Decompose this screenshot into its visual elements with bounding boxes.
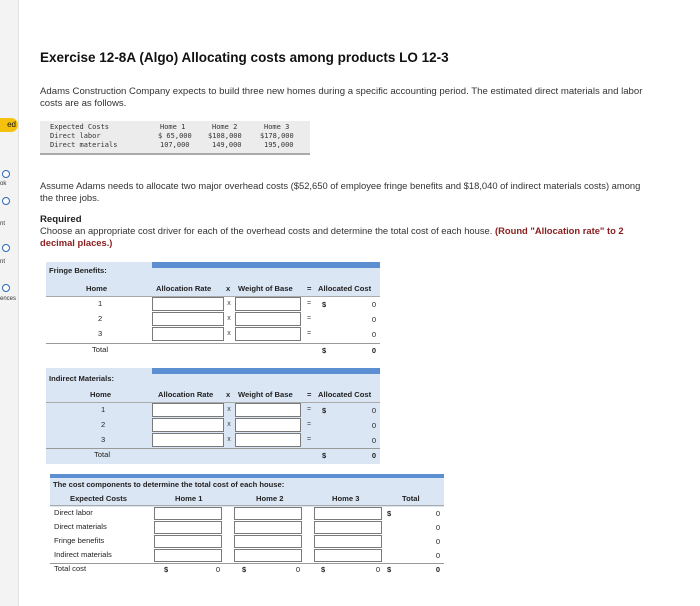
header-band [152,262,380,268]
total-cost-label: Total cost [54,564,87,573]
allocated-cost-value: 0 [371,300,376,309]
equals-symbol: = [307,284,312,293]
column-header-weight-of-base: Weight of Base [238,284,293,293]
table-cell: Direct materials [50,141,118,149]
equals-symbol: = [306,421,312,428]
weight-of-base-input[interactable] [235,433,301,447]
equals-symbol: = [306,406,312,413]
indirect-materials-table [46,368,380,464]
nav-icon[interactable] [2,284,10,292]
equals-symbol: = [306,330,312,337]
required-text [40,225,640,249]
divider [50,563,444,564]
allocation-rate-input[interactable] [152,433,224,447]
times-symbol: x [227,315,231,322]
table-cell: $178,000 [260,132,294,140]
home-1-cost-input[interactable] [154,549,222,562]
equals-symbol: = [306,436,312,443]
currency-symbol: $ [321,565,326,574]
table-cell: Home 2 [212,123,238,131]
equals-symbol: = [306,315,312,322]
home-total-value: 0 [295,565,300,574]
home-label: 1 [98,299,103,308]
times-symbol: x [226,390,231,399]
allocated-cost-value: 0 [371,330,376,339]
header-band [50,474,444,478]
times-symbol: x [227,330,231,337]
allocated-cost-value: 0 [371,436,376,445]
currency-symbol: $ [387,509,392,518]
table-cell: 149,000 [212,141,242,149]
home-total-value: 0 [375,565,380,574]
table-cell: Home 3 [264,123,290,131]
required-instruction: Choose an appropriate cost driver for each of the overhead costs and determine the total cost of each house. [40,225,493,236]
home-3-cost-input[interactable] [314,549,382,562]
column-header-allocated-cost: Allocated Cost [318,390,372,399]
sidebar-badge[interactable]: ed [0,118,18,132]
total-label: Total [92,345,109,354]
currency-symbol: $ [322,346,327,355]
table-title: Indirect Materials: [49,374,114,383]
times-symbol: x [227,300,231,307]
total-cost-summary-table [50,474,444,578]
header-band [152,368,380,374]
table-row [40,141,310,150]
divider [46,343,380,344]
allocation-rate-input[interactable] [152,312,224,326]
row-total-value: 0 [435,551,440,560]
table-cell: Direct labor [50,132,101,140]
allocation-rate-input[interactable] [152,297,224,311]
currency-symbol: $ [322,300,327,309]
divider [46,448,380,449]
sidebar-label[interactable]: nt [0,259,6,265]
total-label: Total [94,450,111,459]
currency-symbol: $ [242,565,247,574]
home-2-cost-input[interactable] [234,535,302,548]
currency-symbol: $ [322,451,327,460]
home-label: 1 [101,405,106,414]
grand-total-value: 0 [435,565,440,574]
allocated-cost-value: 0 [371,315,376,324]
home-3-cost-input[interactable] [314,521,382,534]
required-heading: Required [40,214,82,225]
row-total-value: 0 [435,537,440,546]
column-header-home: Home [86,284,108,293]
sidebar-label[interactable]: nt [0,221,6,227]
allocation-rate-input[interactable] [152,403,224,417]
table-row [40,123,310,132]
table-cell: Home 1 [160,123,186,131]
home-3-cost-input[interactable] [314,535,382,548]
column-header: Home 2 [256,494,284,503]
allocated-cost-total: 0 [371,451,376,460]
table-row [40,132,310,141]
column-header-home: Home [90,390,112,399]
allocated-cost-value: 0 [371,421,376,430]
nav-icon[interactable] [2,170,10,178]
column-header: Total [402,494,420,503]
times-symbol: x [227,406,231,413]
equals-symbol: = [307,390,312,399]
currency-symbol: $ [387,565,392,574]
table-cell: $108,000 [208,132,242,140]
column-header: Home 3 [332,494,360,503]
home-1-cost-input[interactable] [154,535,222,548]
currency-symbol: $ [164,565,169,574]
allocation-rate-input[interactable] [152,327,224,341]
column-header-allocation-rate: Allocation Rate [158,390,214,399]
home-3-cost-input[interactable] [314,507,382,520]
expected-costs-table [40,121,310,155]
divider [50,505,444,506]
times-symbol: x [227,436,231,443]
intro-text: Adams Construction Company expects to build three new homes during a specific accounting period. The estimated direct materials and labor costs are as follows. [40,86,643,109]
equals-symbol: = [306,300,312,307]
times-symbol: x [227,421,231,428]
row-label: Direct labor [54,508,93,517]
home-1-cost-input[interactable] [154,521,222,534]
column-header-weight-of-base: Weight of Base [238,390,293,399]
home-2-cost-input[interactable] [234,521,302,534]
home-2-cost-input[interactable] [234,507,302,520]
assumption-text: Assume Adams needs to allocate two major overhead costs ($52,650 of employee fringe benefits and $18,040 of indirect materials costs) among the three jobs. [40,180,641,203]
row-total-value: 0 [435,509,440,518]
weight-of-base-input[interactable] [235,297,301,311]
column-header-allocated-cost: Allocated Cost [318,284,372,293]
currency-symbol: $ [322,406,327,415]
table-cell: Expected Costs [50,123,110,131]
home-total-value: 0 [215,565,220,574]
nav-icon[interactable] [2,244,10,252]
allocated-cost-value: 0 [371,406,376,415]
weight-of-base-input[interactable] [235,327,301,341]
exercise-title: Exercise 12-8A (Algo) Allocating costs among products LO 12-3 [40,50,449,65]
table-title: The cost components to determine the total cost of each house: [53,480,285,489]
row-label: Fringe benefits [54,536,105,545]
home-label: 3 [101,435,106,444]
column-header-allocation-rate: Allocation Rate [156,284,212,293]
left-sidebar [0,0,19,606]
home-label: 2 [101,420,106,429]
weight-of-base-input[interactable] [235,418,301,432]
row-total-value: 0 [435,523,440,532]
sidebar-label[interactable]: ences [0,296,17,302]
row-label: Indirect materials [54,550,112,559]
allocated-cost-total: 0 [371,346,376,355]
home-label: 3 [98,329,103,338]
home-1-cost-input[interactable] [154,507,222,520]
times-symbol: x [226,284,231,293]
nav-icon[interactable] [2,197,10,205]
table-cell: 107,000 [160,141,190,149]
column-header: Home 1 [175,494,203,503]
row-label: Direct materials [54,522,107,531]
rounding-note: (Round "Allocation rate" to 2 decimal places.) [40,225,624,248]
weight-of-base-input[interactable] [235,312,301,326]
weight-of-base-input[interactable] [235,403,301,417]
sidebar-label[interactable]: ok [0,181,7,187]
table-cell: $ 65,000 [158,132,192,140]
table-cell: 195,000 [264,141,294,149]
table-title: Fringe Benefits: [49,266,107,275]
home-label: 2 [98,314,103,323]
fringe-benefits-table [46,262,380,358]
column-header: Expected Costs [70,494,127,503]
allocation-rate-input[interactable] [152,418,224,432]
home-2-cost-input[interactable] [234,549,302,562]
